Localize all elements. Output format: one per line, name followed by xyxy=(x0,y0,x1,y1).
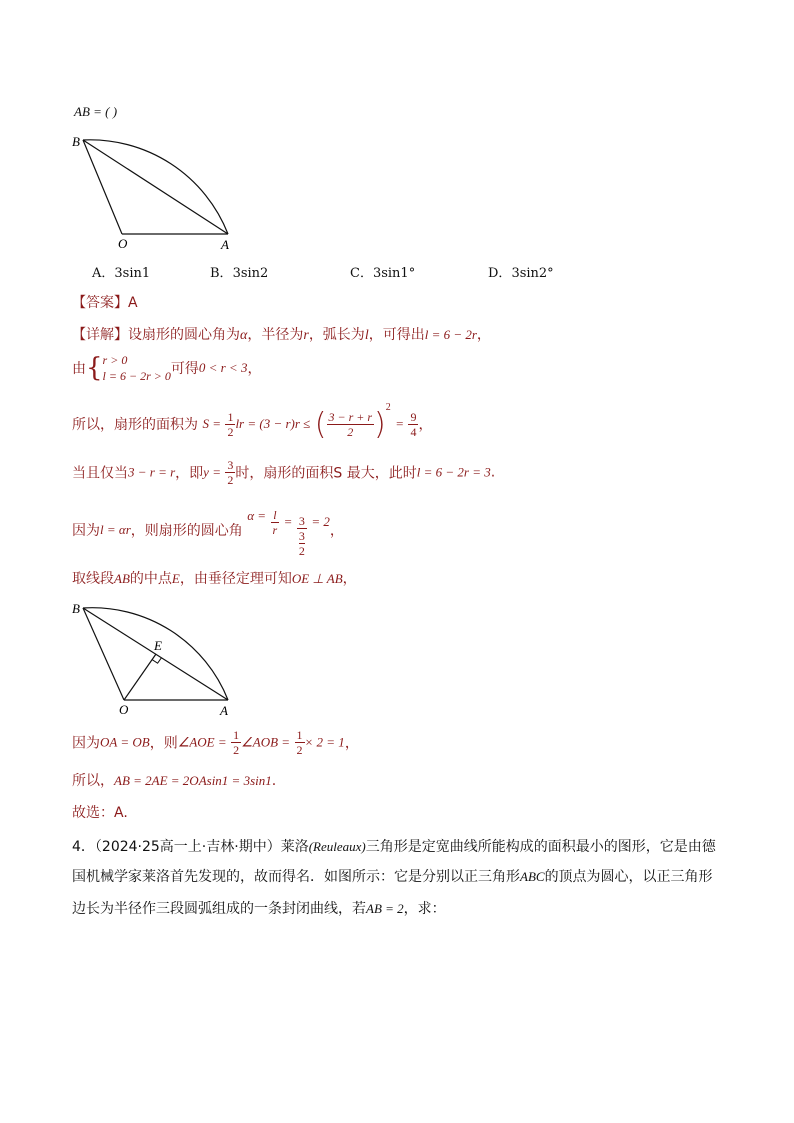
detail-line-3: 所以，扇形的面积为 S = $\frac{1}{2}$ lr = (3 − r)r ≤ ( $\frac{3 - r + r}{2}$ )$^2$ = $\frac{9}{4}$ ， xyxy=(72,402,433,442)
point-label-o: O xyxy=(119,702,129,717)
detail-line-1: 【详解】设扇形的圆心角为α，半径为r，弧长为l，可得出l = 6 − 2r， xyxy=(72,327,491,343)
q4-line-2: 国机械学家莱洛首先发现的，故而得名．如图所示：它是分别以正三角形ABC的顶点为圆心，以正三角形 xyxy=(72,869,713,885)
option-d: D．3sin2° xyxy=(488,266,554,281)
point-label-a: A xyxy=(220,703,228,718)
option-b: B．3sin2 xyxy=(210,266,269,281)
radius-ob xyxy=(83,140,122,234)
detail-line-6: 取线段AB的中点E，由垂径定理可知OE ⊥ AB， xyxy=(72,571,357,587)
point-label-b: B xyxy=(72,134,80,149)
detail-line-5: 因为l = αr，则扇形的圆心角 α = $\frac{l}{r}$ = 3 3 2 = 2， xyxy=(72,507,344,558)
option-a: A．3sin1 xyxy=(92,266,151,281)
question-stem: AB = ( ) xyxy=(74,104,118,119)
q4-line-3: 边长为半径作三段圆弧组成的一条封闭曲线，若AB = 2，求： xyxy=(72,901,446,917)
detail-line-4: 当且仅当3 − r = r，即y = $\frac{3}{2}$ 时，扇形的面积S 最大，此时l = 6 − 2r = 3. xyxy=(72,458,496,487)
answer-line: 【答案】A xyxy=(72,295,138,311)
point-label-e: E xyxy=(154,638,162,653)
point-label-o: O xyxy=(118,236,128,251)
segment-oe xyxy=(124,654,156,700)
sector-figure-2 xyxy=(68,598,248,720)
point-label-a: A xyxy=(221,237,229,252)
point-label-b: B xyxy=(72,601,80,616)
detail-line-7: 因为OA = OB，则∠AOE = $\frac{1}{2}$ ∠AOB = $\frac{1}{2}$ × 2 = 1， xyxy=(72,728,359,757)
choose-line: 故选：A. xyxy=(72,805,128,821)
detail-line-8: 所以，AB = 2AE = 2OAsin1 = 3sin1. xyxy=(72,773,277,789)
option-c: C．3sin1° xyxy=(350,266,416,281)
radius-ob xyxy=(83,608,124,700)
q4-line-1: 4．（2024·25高一上·吉林·期中）莱洛(Reuleaux)三角形是定宽曲线所能构成的面积最小的图形，它是由德 xyxy=(72,839,716,855)
sector-figure-1 xyxy=(68,128,248,253)
chord-ab xyxy=(83,140,228,234)
detail-line-2: 由{ r > 0 l = 6 − 2r > 0 可得0 < r < 3， xyxy=(72,353,262,383)
